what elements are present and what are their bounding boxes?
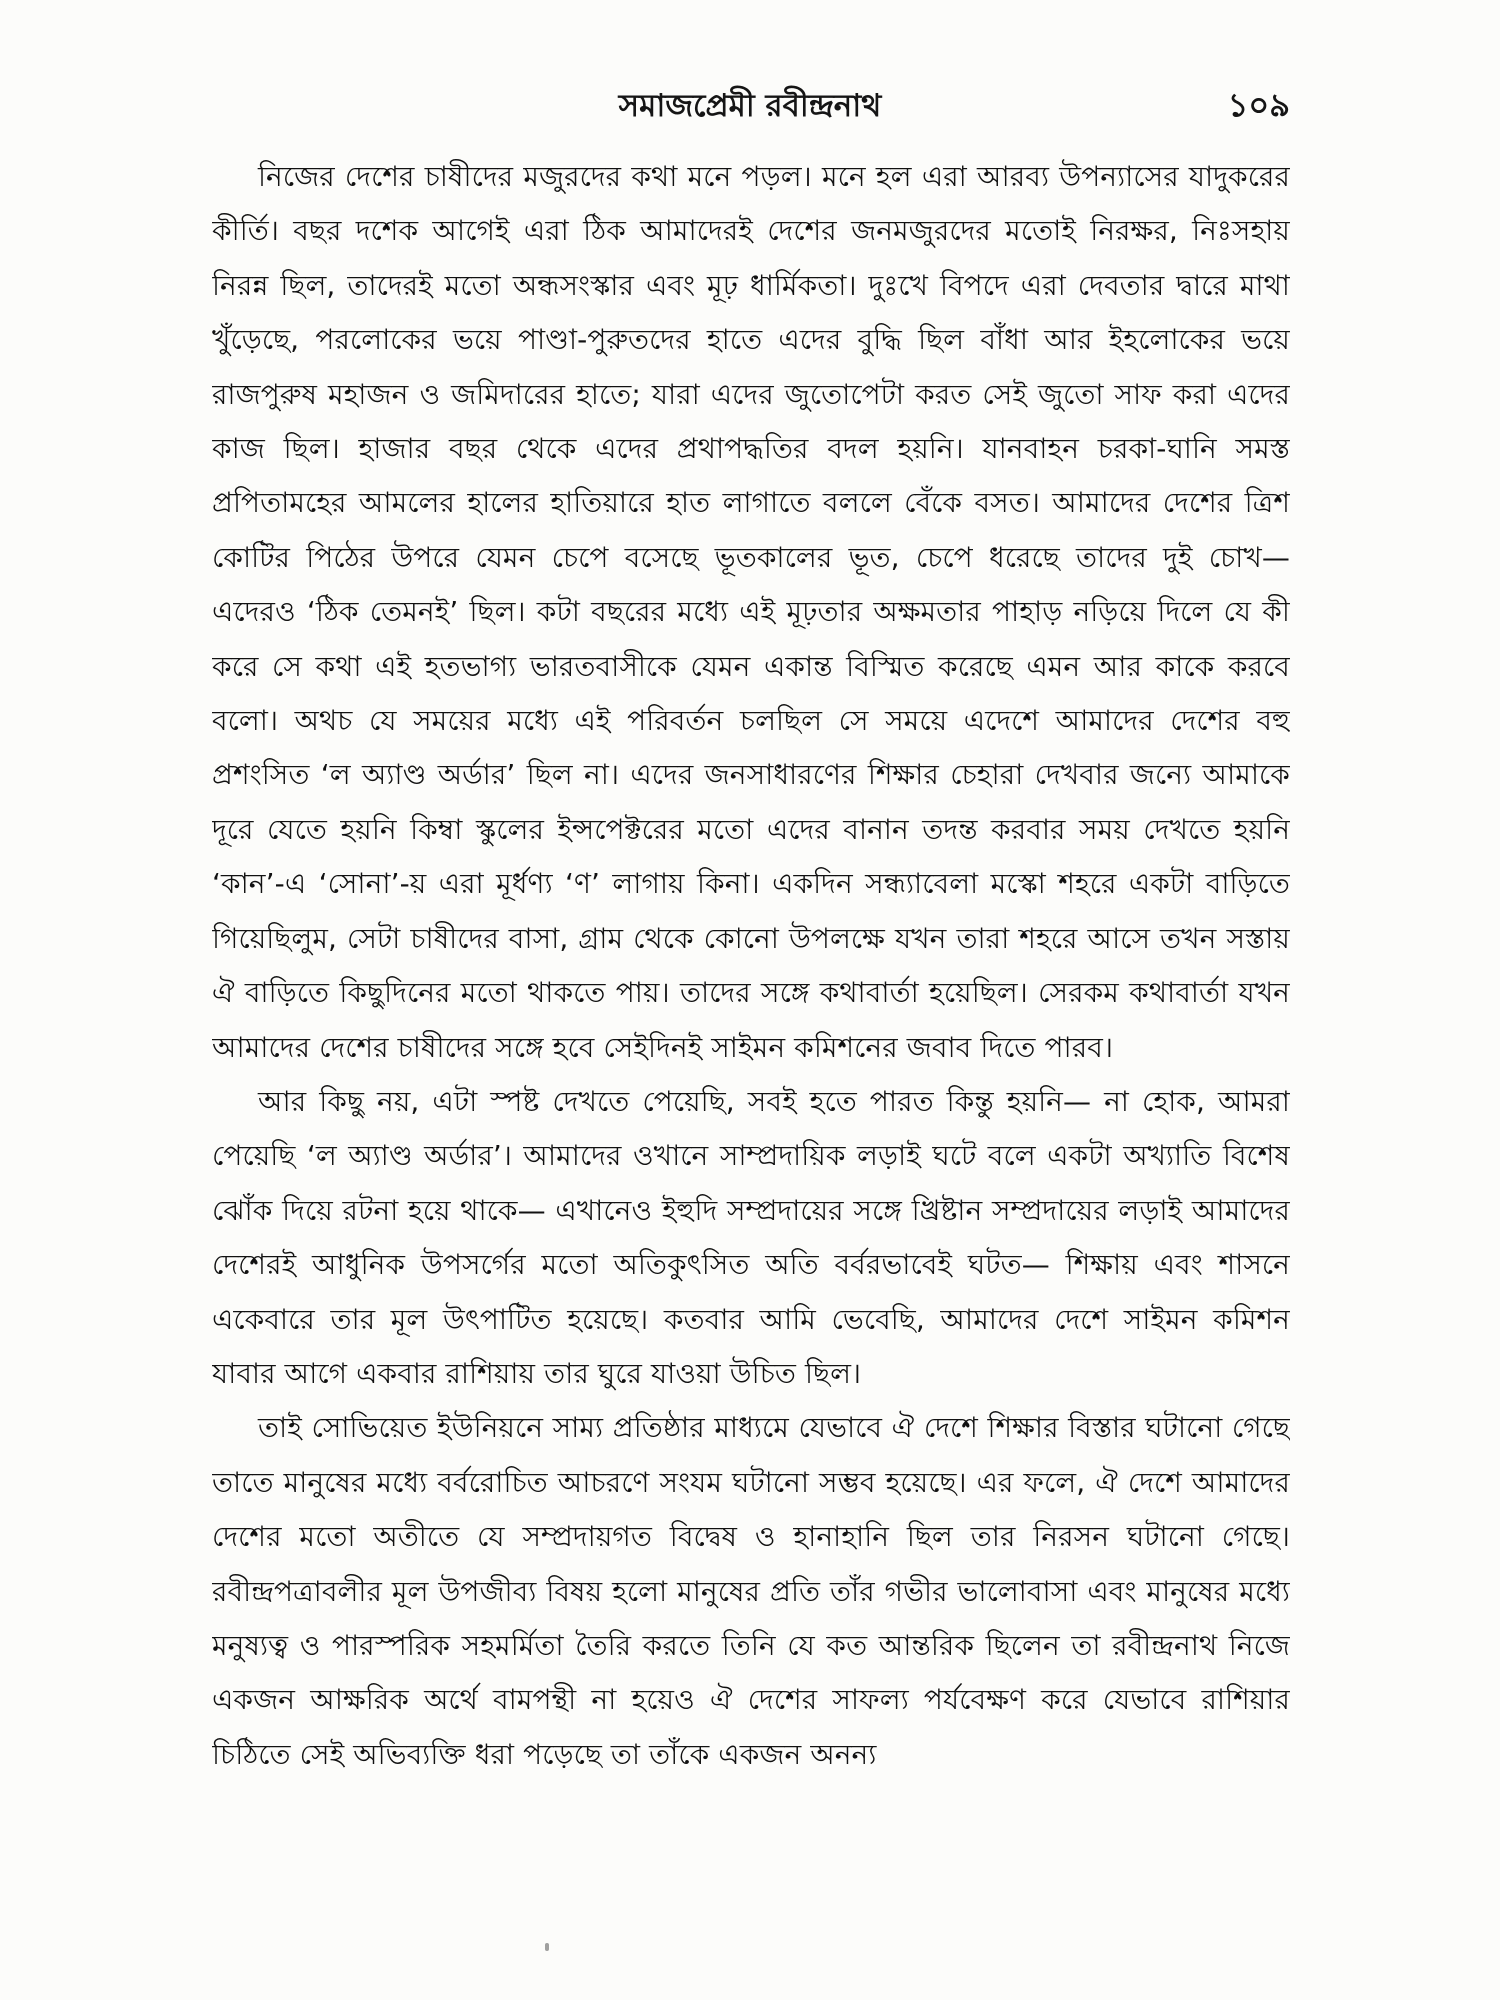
paragraph-3: তাই সোভিয়েত ইউনিয়নে সাম্য প্রতিষ্ঠার মাধ্যমে যেভাবে ঐ দেশে শিক্ষার বিস্তার ঘটানো গেছে তাতে মানুষের মধ্যে বর্বরোচিত আচরণে সংযম ঘটানো সম্ভব হয়েছে। এর ফলে, ঐ দেশে আমাদের দেশের মতো অতীতে যে সম্প্রদায়গত বিদ্বেষ ও হানাহানি ছিল তার নিরসন ঘটানো গেছে। রবীন্দ্রপত্রাবলীর মূল উপজীব্য বিষয় হলো মানুষের প্রতি তাঁর গভীর ভালোবাসা এবং মানুষের মধ্যে মনুষ্যত্ব ও পারস্পরিক সহমর্মিতা তৈরি করতে তিনি যে কত আন্তরিক ছিলেন তা রবীন্দ্রনাথ নিজে একজন আক্ষরিক অর্থে বামপন্থী না হয়েও ঐ দেশের সাফল্য পর্যবেক্ষণ করে যেভাবে রাশিয়ার চিঠিতে সেই অভিব্যক্তি ধরা পড়েছে তা তাঁকে একজন অনন্য	[212, 1411, 1290, 1771]
print-speck	[545, 1943, 549, 1951]
body-text	[212, 150, 1290, 1910]
paragraph-1: নিজের দেশের চাষীদের মজুরদের কথা মনে পড়ল। মনে হল এরা আরব্য উপন্যাসের যাদুকরের কীর্তি। বছর দশেক আগেই এরা ঠিক আমাদেরই দেশের জনমজুরদের মতোই নিরক্ষর, নিঃসহায় নিরন্ন ছিল, তাদেরই মতো অন্ধসংস্কার এবং মূঢ় ধার্মিকতা। দুঃখে বিপদে এরা দেবতার দ্বারে মাথা খুঁড়েছে, পরলোকের ভয়ে পাণ্ডা-পুরুতদের হাতে এদের বুদ্ধি ছিল বাঁধা আর ইহলোকের ভয়ে রাজপুরুষ মহাজন ও জমিদারের হাতে; যারা এদের জুতোপেটা করত সেই জুতো সাফ করা এদের কাজ ছিল। হাজার বছর থেকে এদের প্রথাপদ্ধতির বদল হয়নি। যানবাহন চরকা-ঘানি সমস্ত প্রপিতামহের আমলের হালের হাতিয়ারে হাত লাগাতে বললে বেঁকে বসত। আমাদের দেশের ত্রিশ কোটির পিঠের উপরে যেমন চেপে বসেছে ভূতকালের ভূত, চেপে ধরেছে তাদের দুই চোখ— এদেরও ‘ঠিক তেমনই’ ছিল। কটা বছরের মধ্যে এই মূঢ়তার অক্ষমতার পাহাড় নড়িয়ে দিলে যে কী করে সে কথা এই হতভাগ্য ভারতবাসীকে যেমন একান্ত বিস্মিত করেছে এমন আর কাকে করবে বলো। অথচ যে সময়ের মধ্যে এই পরিবর্তন চলছিল সে সময়ে এদেশে আমাদের দেশের বহু প্রশংসিত ‘ল অ্যাণ্ড অর্ডার’ ছিল না। এদের জনসাধারণের শিক্ষার চেহারা দেখবার জন্যে আমাকে দূরে যেতে হয়নি কিম্বা স্কুলের ইন্সপেক্টরের মতো এদের বানান তদন্ত করবার সময় দেখতে হয়নি ‘কান’-এ ‘সোনা’-য় এরা মূর্ধণ্য ‘ণ’ লাগায় কিনা। একদিন সন্ধ্যাবেলা মস্কো শহরে একটা বাড়িতে গিয়েছিলুম, সেটা চাষীদের বাসা, গ্রাম থেকে কোনো উপলক্ষে যখন তারা শহরে আসে তখন সস্তায় ঐ বাড়িতে কিছুদিনের মতো থাকতে পায়। তাদের সঙ্গে কথাবার্তা হয়েছিল। সেরকম কথাবার্তা যখন আমাদের দেশের চাষীদের সঙ্গে হবে সেইদিনই সাইমন কমিশনের জবাব দিতে পারব।	[212, 160, 1290, 1064]
paragraph-2: আর কিছু নয়, এটা স্পষ্ট দেখতে পেয়েছি, সবই হতে পারত কিন্তু হয়নি— না হোক, আমরা পেয়েছি ‘ল অ্যাণ্ড অর্ডার’। আমাদের ওখানে সাম্প্রদায়িক লড়াই ঘটে বলে একটা অখ্যাতি বিশেষ ঝোঁক দিয়ে রটনা হয়ে থাকে— এখানেও ইহুদি সম্প্রদায়ের সঙ্গে খ্রিষ্টান সম্প্রদায়ের লড়াই আমাদের দেশেরই আধুনিক উপসর্গের মতো অতিকুৎসিত অতি বর্বরভাবেই ঘটত— শিক্ষায় এবং শাসনে একেবারে তার মূল উৎপাটিত হয়েছে। কতবার আমি ভেবেছি, আমাদের দেশে সাইমন কমিশন যাবার আগে একবার রাশিয়ায় তার ঘুরে যাওয়া উচিত ছিল।	[212, 1084, 1290, 1390]
running-title: সমাজপ্রেমী রবীন্দ্রনাথ	[618, 88, 882, 124]
page-number: ১০৯	[1227, 86, 1290, 124]
page-header	[210, 70, 1290, 140]
